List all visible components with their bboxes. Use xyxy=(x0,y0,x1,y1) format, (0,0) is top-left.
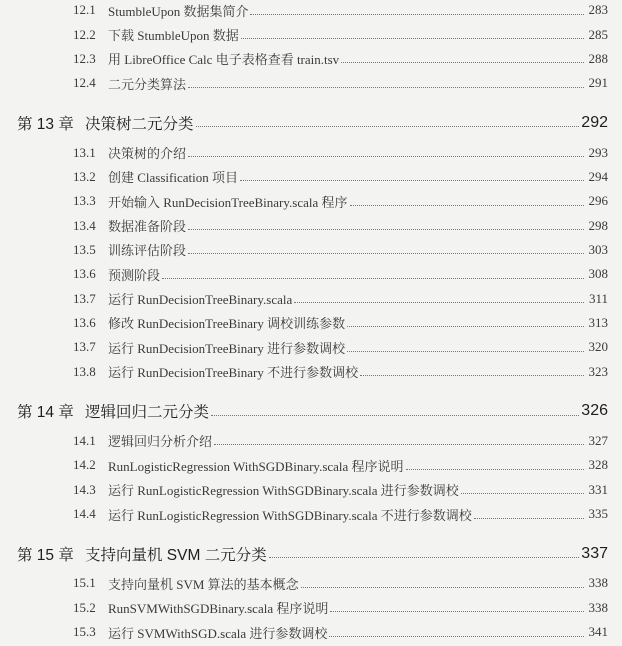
chapter-title: 支持向量机 SVM 二元分类 xyxy=(85,546,267,564)
section-title: 运行 RunLogisticRegression WithSGDBinary.scala 不进行参数调校 xyxy=(108,507,472,523)
section-number: 14.4 xyxy=(73,506,96,522)
section-number: 13.2 xyxy=(73,168,96,184)
page-number: 308 xyxy=(588,266,608,282)
section-number: 12.4 xyxy=(73,75,96,91)
toc-section-entry xyxy=(0,453,622,477)
section-title: 运行 RunDecisionTreeBinary.scala xyxy=(108,292,293,308)
page-number: 341 xyxy=(588,624,608,640)
dot-leader xyxy=(329,636,584,637)
chapter-title: 决策树二元分类 xyxy=(85,115,194,133)
section-title: 用 LibreOffice Calc 电子表格查看 train.tsv xyxy=(108,52,340,68)
page-number: 323 xyxy=(588,363,608,379)
dot-leader xyxy=(269,557,580,558)
dot-leader xyxy=(341,62,584,63)
section-title: 运行 SVMWithSGD.scala 进行参数调校 xyxy=(108,625,328,641)
dot-leader xyxy=(188,87,584,88)
section-number: 14.3 xyxy=(73,481,96,497)
section-title: 预测阶段 xyxy=(108,267,161,283)
page-number: 331 xyxy=(588,481,608,497)
page-number: 320 xyxy=(588,339,608,355)
toc-section-entry xyxy=(0,429,622,453)
section-title: 训练评估阶段 xyxy=(108,243,187,259)
section-number: 13.6 xyxy=(73,314,96,330)
page-number: 293 xyxy=(588,144,608,160)
toc-chapter-entry xyxy=(0,526,622,571)
chapter-title: 逻辑回归二元分类 xyxy=(85,404,210,422)
dot-leader xyxy=(214,444,584,445)
toc-section-entry xyxy=(0,620,622,644)
section-title: 数据准备阶段 xyxy=(108,219,187,235)
toc-section-entry xyxy=(0,140,622,164)
toc-section-entry xyxy=(0,22,622,46)
dot-leader xyxy=(240,180,584,181)
dot-leader xyxy=(347,351,584,352)
dot-leader xyxy=(301,587,584,588)
dot-leader xyxy=(347,326,584,327)
dot-leader xyxy=(188,156,584,157)
page-number: 294 xyxy=(588,168,608,184)
section-number: 12.1 xyxy=(73,2,96,18)
section-title: 决策树的介绍 xyxy=(108,146,187,162)
toc-section-entry xyxy=(0,286,622,310)
section-title: RunLogisticRegression WithSGDBinary.scala 程序说明 xyxy=(108,458,404,474)
section-title: 运行 RunLogisticRegression WithSGDBinary.scala 进行参数调校 xyxy=(108,483,459,499)
toc-chapter-entry xyxy=(0,95,622,140)
dot-leader xyxy=(196,126,580,127)
page-number: 311 xyxy=(588,290,608,306)
section-number: 15.3 xyxy=(73,624,96,640)
toc-section-entry xyxy=(0,213,622,237)
page-number: 292 xyxy=(581,113,608,131)
section-title: 运行 RunDecisionTreeBinary 进行参数调校 xyxy=(108,340,346,356)
section-number: 14.2 xyxy=(73,457,96,473)
dot-leader xyxy=(330,611,584,612)
dot-leader xyxy=(360,375,584,376)
section-title: 二元分类算法 xyxy=(108,76,187,92)
section-title: 创建 Classification 项目 xyxy=(108,170,238,186)
dot-leader xyxy=(211,415,579,416)
page-number: 328 xyxy=(588,457,608,473)
section-number: 13.8 xyxy=(73,363,96,379)
section-number: 13.5 xyxy=(73,241,96,257)
toc-section-entry xyxy=(0,165,622,189)
toc-chapter-entry xyxy=(0,384,622,429)
chapter-number: 第 14 章 xyxy=(17,404,74,422)
page-number: 313 xyxy=(588,314,608,330)
toc-section-entry xyxy=(0,71,622,95)
dot-leader xyxy=(188,229,584,230)
section-number: 14.1 xyxy=(73,432,96,448)
toc-section-entry xyxy=(0,359,622,383)
section-number: 13.3 xyxy=(73,193,96,209)
toc-section-entry xyxy=(0,596,622,620)
section-title: 开始输入 RunDecisionTreeBinary.scala 程序 xyxy=(108,194,348,210)
page-number: 327 xyxy=(588,432,608,448)
page-number: 285 xyxy=(588,26,608,42)
section-title: 支持向量机 SVM 算法的基本概念 xyxy=(108,576,299,592)
page-number: 335 xyxy=(588,506,608,522)
toc-section-entry xyxy=(0,335,622,359)
toc-section-entry xyxy=(0,0,622,22)
section-number: 13.7 xyxy=(73,339,96,355)
toc-section-entry xyxy=(0,502,622,526)
section-number: 15.2 xyxy=(73,599,96,615)
section-number: 13.7 xyxy=(73,290,96,306)
section-title: 下载 StumbleUpon 数据 xyxy=(108,28,239,44)
dot-leader xyxy=(461,493,584,494)
dot-leader xyxy=(350,205,584,206)
toc-section-entry xyxy=(0,311,622,335)
chapter-number: 第 15 章 xyxy=(17,546,74,564)
page-number: 337 xyxy=(581,544,608,562)
section-number: 12.2 xyxy=(73,26,96,42)
page-number: 326 xyxy=(581,402,608,420)
dot-leader xyxy=(188,253,584,254)
dot-leader xyxy=(294,302,584,303)
toc-section-entry xyxy=(0,189,622,213)
toc-section-entry xyxy=(0,571,622,595)
toc-section-entry xyxy=(0,47,622,71)
page-number: 338 xyxy=(588,575,608,591)
page-number: 298 xyxy=(588,217,608,233)
dot-leader xyxy=(241,38,584,39)
section-number: 12.3 xyxy=(73,50,96,66)
section-number: 13.1 xyxy=(73,144,96,160)
page-number: 283 xyxy=(588,2,608,18)
section-title: 运行 RunDecisionTreeBinary 不进行参数调校 xyxy=(108,365,359,381)
page-number: 288 xyxy=(588,50,608,66)
section-number: 13.6 xyxy=(73,266,96,282)
section-title: StumbleUpon 数据集简介 xyxy=(108,3,249,19)
chapter-number: 第 13 章 xyxy=(17,115,74,133)
page-number: 303 xyxy=(588,241,608,257)
page-number: 291 xyxy=(588,75,608,91)
page-number: 338 xyxy=(588,599,608,615)
toc-section-entry xyxy=(0,478,622,502)
toc-section-entry xyxy=(0,238,622,262)
dot-leader xyxy=(162,278,584,279)
dot-leader xyxy=(474,518,584,519)
section-title: RunSVMWithSGDBinary.scala 程序说明 xyxy=(108,601,329,617)
dot-leader xyxy=(406,469,584,470)
toc-section-entry xyxy=(0,262,622,286)
page-number: 296 xyxy=(588,193,608,209)
section-title: 逻辑回归分析介绍 xyxy=(108,434,213,450)
section-number: 13.4 xyxy=(73,217,96,233)
dot-leader xyxy=(250,14,584,15)
section-title: 修改 RunDecisionTreeBinary 调校训练参数 xyxy=(108,316,346,332)
section-number: 15.1 xyxy=(73,575,96,591)
